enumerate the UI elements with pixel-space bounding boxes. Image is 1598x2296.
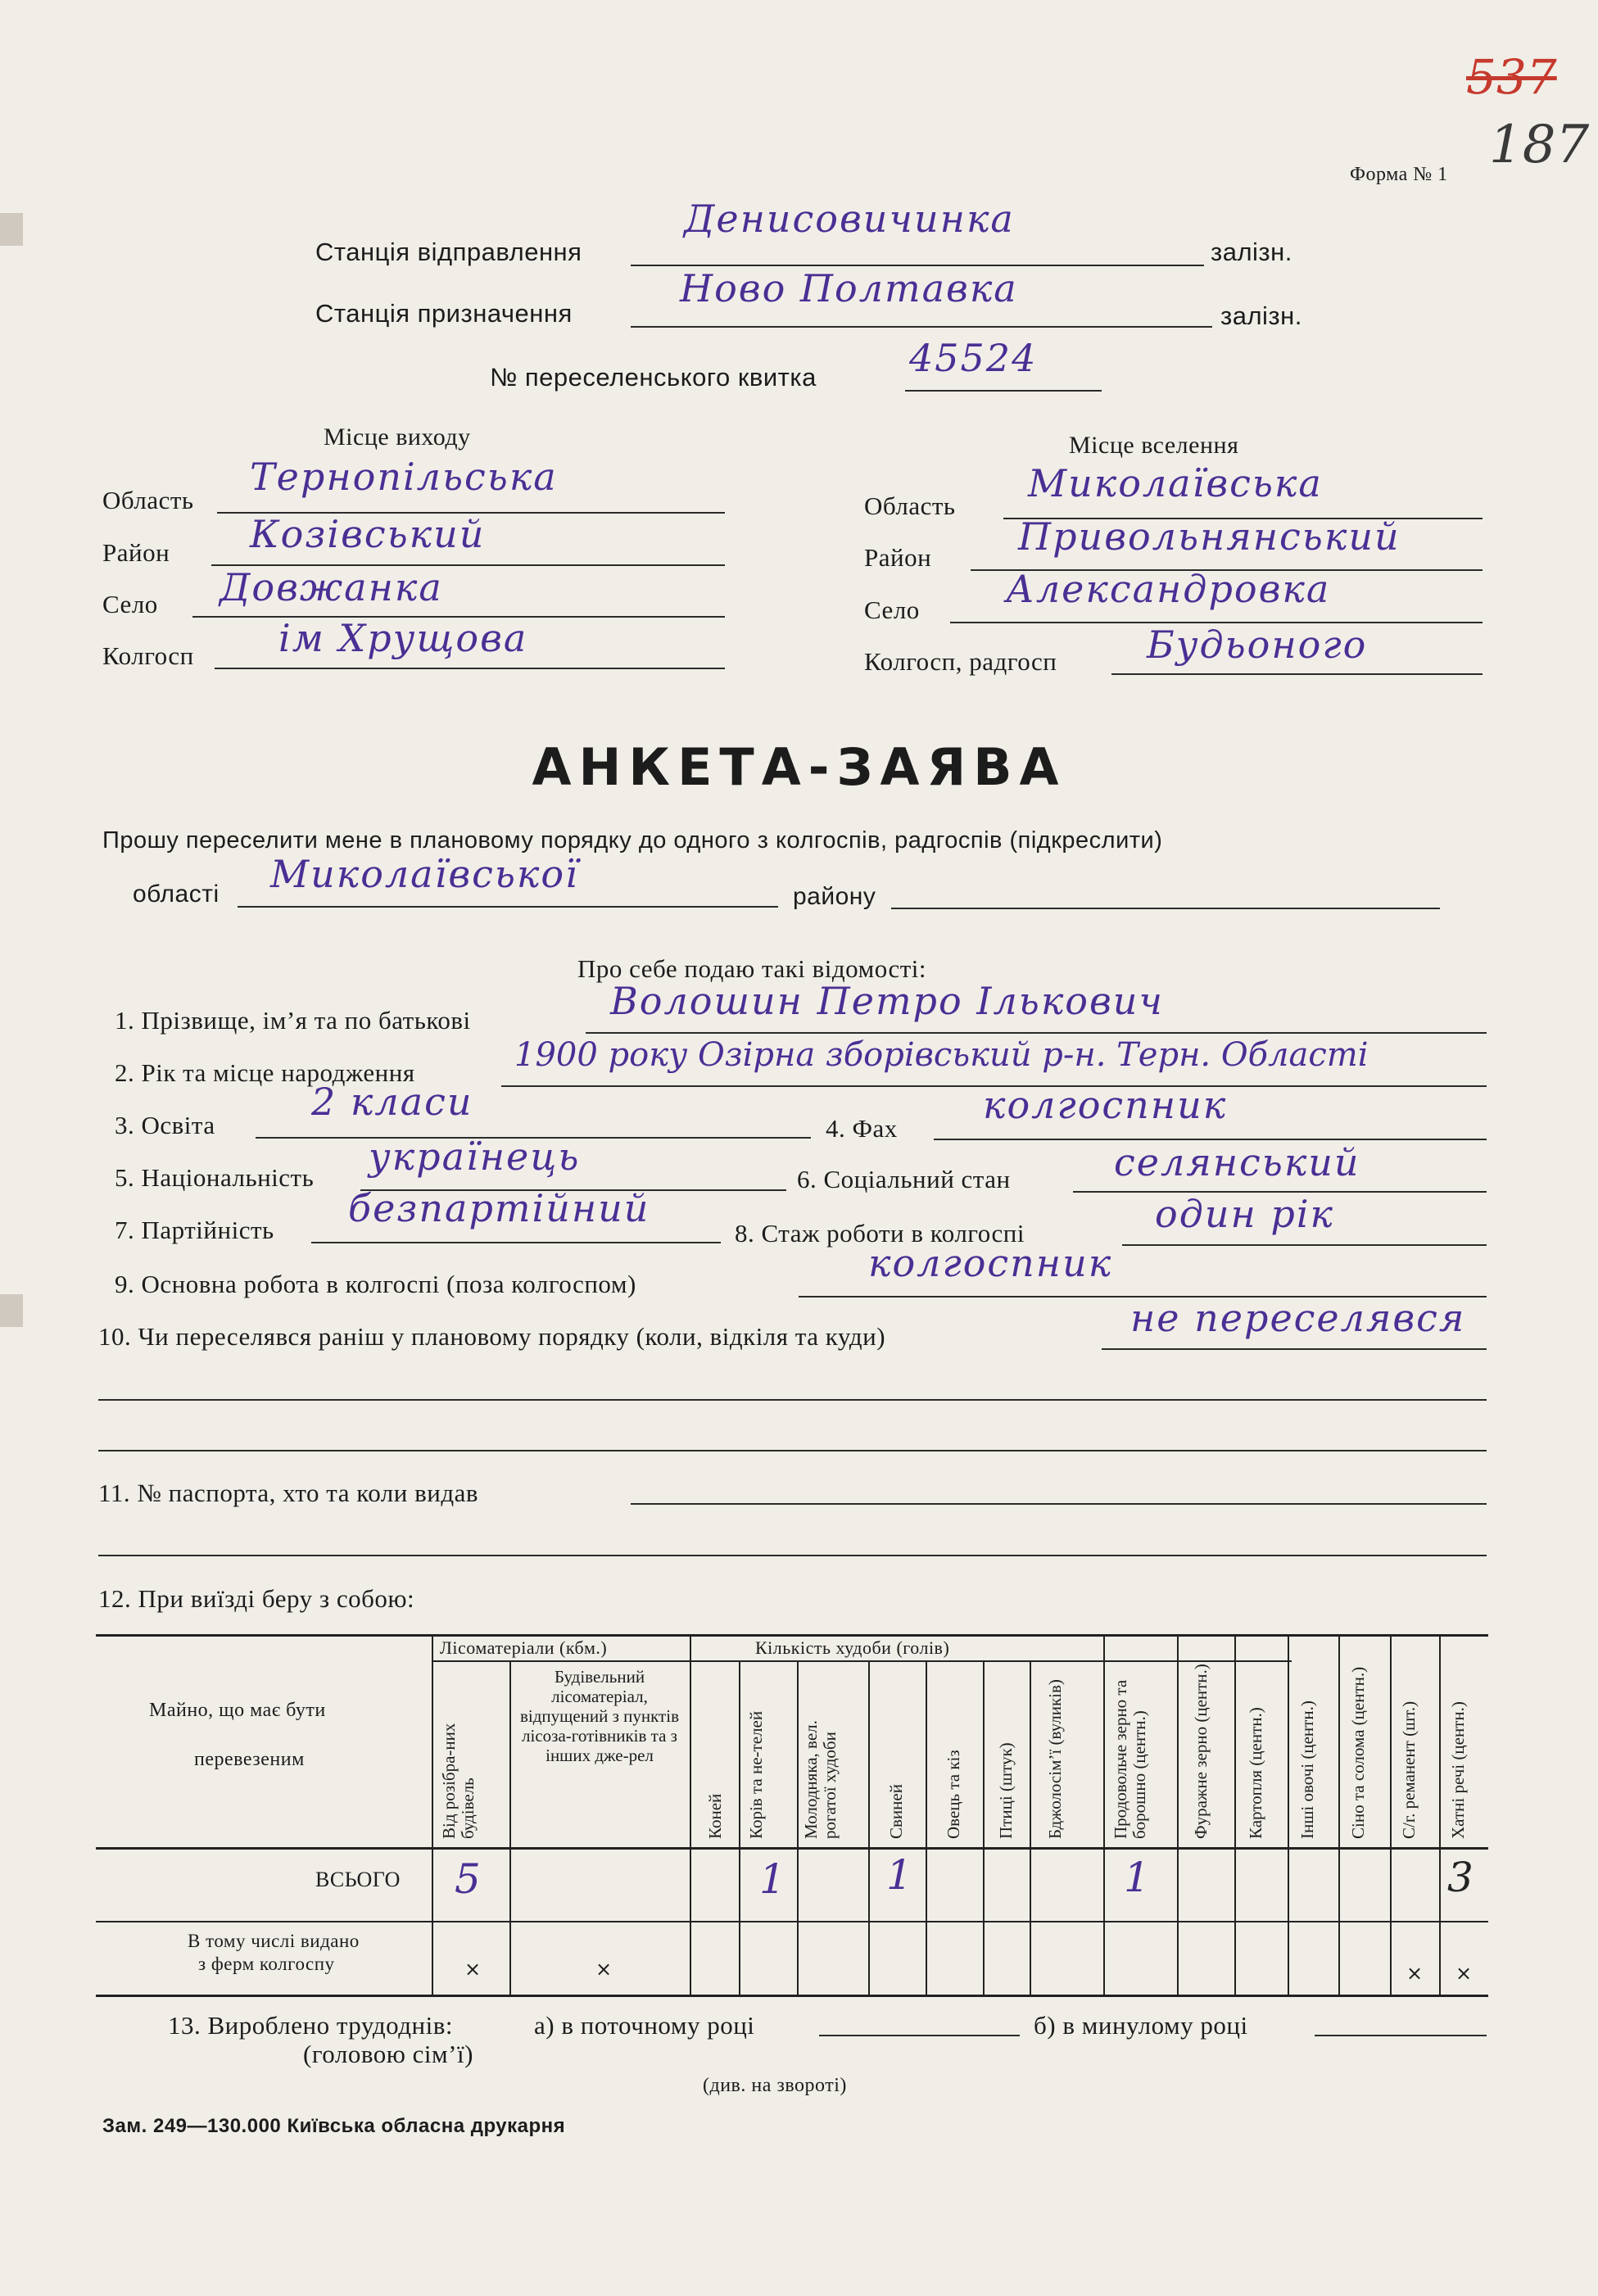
field-7-value: безпартійний — [348, 1186, 650, 1230]
intro-text: Про себе подаю такі відомості: — [577, 954, 927, 983]
workdays-current-line — [819, 2035, 1020, 2036]
ticket-number-value: 45524 — [909, 336, 1038, 380]
field-5-label: 5. Національність — [115, 1163, 315, 1192]
field-1-line — [586, 1032, 1487, 1034]
belongings-table — [96, 1634, 1488, 2011]
x-mark: × — [1406, 1962, 1424, 1985]
request-oblast-line — [238, 906, 778, 908]
form-number-label: Форма № 1 — [1350, 164, 1448, 185]
col-bees: Бджолосім’ї (вуликів) — [1045, 1679, 1065, 1839]
destination-station-value: Ново Полтавка — [680, 266, 1018, 310]
field-8-label: 8. Стаж роботи в колгоспі — [735, 1219, 1025, 1248]
col-tools: С/г. реманент (шт.) — [1399, 1700, 1419, 1839]
departure-station-value: Денисовичинка — [684, 197, 1015, 241]
archive-number: 187 — [1489, 115, 1590, 175]
field-10-line-2 — [98, 1399, 1487, 1401]
destination-station-label: Станція призначення — [315, 299, 573, 328]
field-9-label: 9. Основна робота в колгоспі (поза колгоспом) — [115, 1270, 636, 1298]
row-total-label: ВСЬОГО — [315, 1868, 401, 1891]
x-mark: × — [1455, 1962, 1473, 1985]
field-4-label: 4. Фах — [826, 1114, 898, 1143]
field-8-line — [1122, 1244, 1487, 1246]
col-building: Будівельний лісоматеріал, відпущений з пунктів лісоза-готівників та з інших дже-рел — [519, 1667, 679, 1765]
total-household: 3 — [1447, 1854, 1474, 1901]
request-line: Прошу переселити мене в плановому порядку до одного з колгоспів, радгоспів (підкреслити) — [102, 827, 1163, 854]
col-young: Молодняка, вел. рогатої худоби — [801, 1720, 840, 1839]
row-issued-line1: В тому числі видано — [188, 1931, 360, 1951]
ticket-number-label: № переселенського квитка — [490, 363, 817, 392]
destination-kolhosp-value: Будьоного — [1147, 623, 1368, 667]
request-rayon-line — [891, 908, 1440, 909]
destination-rayon-value: Привольнянський — [1018, 514, 1401, 559]
destination-oblast-label: Область — [864, 491, 956, 520]
total-cows: 1 — [759, 1855, 785, 1903]
origin-oblast-label: Область — [102, 486, 194, 514]
row-header-line2: перевезеним — [194, 1749, 305, 1770]
workdays-label: 13. Вироблено трудоднів: — [168, 2011, 454, 2040]
col-hay: Сіно та солома (центн.) — [1348, 1666, 1368, 1839]
request-oblast-value: Миколаївської — [270, 852, 579, 896]
workdays-sub: (головою сім’ї) — [303, 2040, 473, 2068]
origin-rayon-value: Козівський — [250, 512, 486, 556]
workdays-previous-label: б) в минулому році — [1034, 2011, 1248, 2040]
origin-header: Місце виходу — [324, 423, 471, 451]
binder-hole — [0, 1294, 23, 1327]
field-4-value: колгоспник — [983, 1083, 1228, 1127]
destination-station-suffix: залізн. — [1220, 301, 1302, 330]
field-11-line-2 — [98, 1555, 1487, 1556]
ticket-number-line — [905, 390, 1102, 392]
binder-hole — [0, 213, 23, 246]
field-3-label: 3. Освіта — [115, 1111, 215, 1139]
group-cattle: Кількість худоби (голів) — [755, 1637, 950, 1658]
workdays-current-label: а) в поточному році — [534, 2011, 755, 2040]
total-disassembled: 5 — [455, 1855, 481, 1903]
field-2-value: 1900 року Озірна зборівський р-н. Терн. Області — [514, 1036, 1369, 1074]
field-9-value: колгоспник — [868, 1241, 1113, 1285]
departure-station-label: Станція відправлення — [315, 238, 582, 266]
field-1-label: 1. Прізвище, ім’я та по батькові — [115, 1006, 471, 1035]
total-pigs: 1 — [886, 1851, 912, 1899]
destination-header: Місце вселення — [1069, 432, 1239, 459]
field-10-line-3 — [98, 1450, 1487, 1451]
col-veg: Інші овочі (центн.) — [1297, 1700, 1317, 1839]
origin-kolhosp-value: ім Хрущова — [278, 616, 528, 660]
origin-selo-label: Село — [102, 590, 158, 618]
field-6-label: 6. Соціальний стан — [797, 1165, 1011, 1193]
field-8-value: один рік — [1155, 1192, 1335, 1236]
request-oblast-label: області — [133, 881, 220, 908]
destination-kolhosp-line — [1111, 673, 1483, 675]
total-food: 1 — [1124, 1854, 1150, 1901]
field-7-line — [311, 1242, 721, 1243]
col-food: Продовольче зерно та борошно (центн.) — [1111, 1679, 1149, 1839]
archive-number-old: 537 — [1466, 49, 1557, 105]
destination-selo-label: Село — [864, 596, 920, 624]
field-11-label: 11. № паспорта, хто та коли видав — [98, 1479, 478, 1507]
col-fodder: Фуражне зерно (центн.) — [1191, 1664, 1211, 1839]
field-3-value: 2 класи — [311, 1080, 473, 1124]
field-7-label: 7. Партійність — [115, 1216, 274, 1244]
col-cows: Корів та не-телей — [746, 1710, 766, 1839]
x-mark: × — [595, 1958, 613, 1981]
field-5-value: українець — [369, 1134, 581, 1179]
col-household: Хатні речі (центн.) — [1448, 1701, 1468, 1839]
workdays-previous-line — [1315, 2035, 1487, 2036]
departure-station-suffix: залізн. — [1211, 238, 1292, 266]
field-2-label: 2. Рік та місце народження — [115, 1058, 415, 1087]
origin-rayon-label: Район — [102, 538, 170, 567]
request-rayon-label: району — [793, 883, 876, 910]
field-10-line — [1102, 1348, 1487, 1350]
origin-oblast-value: Тернопільська — [250, 455, 558, 499]
destination-rayon-label: Район — [864, 543, 932, 572]
field-12-label: 12. При виїзді беру з собою: — [98, 1584, 415, 1613]
col-disassembled: Від розібра-них будівель — [439, 1723, 478, 1839]
document-title: АНКЕТА-ЗАЯВА — [532, 737, 1066, 797]
group-lumber: Лісоматеріали (кбм.) — [440, 1637, 608, 1658]
field-6-value: селянський — [1114, 1140, 1360, 1184]
col-potato: Картопля (центн.) — [1246, 1707, 1265, 1839]
origin-selo-value: Довжанка — [220, 565, 443, 609]
see-back-note: (див. на звороті) — [703, 2075, 847, 2096]
col-horses: Коней — [705, 1793, 725, 1839]
origin-kolhosp-line — [215, 668, 725, 669]
col-pigs: Свиней — [886, 1784, 906, 1839]
destination-station-line — [631, 326, 1212, 328]
field-1-value: Волошин Петро Ількович — [610, 979, 1165, 1023]
field-10-value: не переселявся — [1130, 1296, 1466, 1340]
row-issued-line2: з ферм колгоспу — [198, 1954, 335, 1974]
field-11-line — [631, 1503, 1487, 1505]
field-10-label: 10. Чи переселявся раніш у плановому порядку (коли, відкіля та куди) — [98, 1322, 886, 1351]
destination-selo-value: Александровка — [1006, 567, 1331, 611]
printer-imprint: Зам. 249—130.000 Київська обласна друкарня — [102, 2115, 566, 2137]
destination-kolhosp-label: Колгосп, радгосп — [864, 647, 1057, 676]
destination-oblast-value: Миколаївська — [1028, 461, 1323, 505]
x-mark: × — [464, 1958, 482, 1981]
row-header-line1: Майно, що має бути — [149, 1700, 326, 1721]
origin-kolhosp-label: Колгосп — [102, 641, 194, 670]
col-birds: Птиці (штук) — [996, 1742, 1016, 1839]
col-sheep: Овець та кіз — [944, 1750, 963, 1839]
